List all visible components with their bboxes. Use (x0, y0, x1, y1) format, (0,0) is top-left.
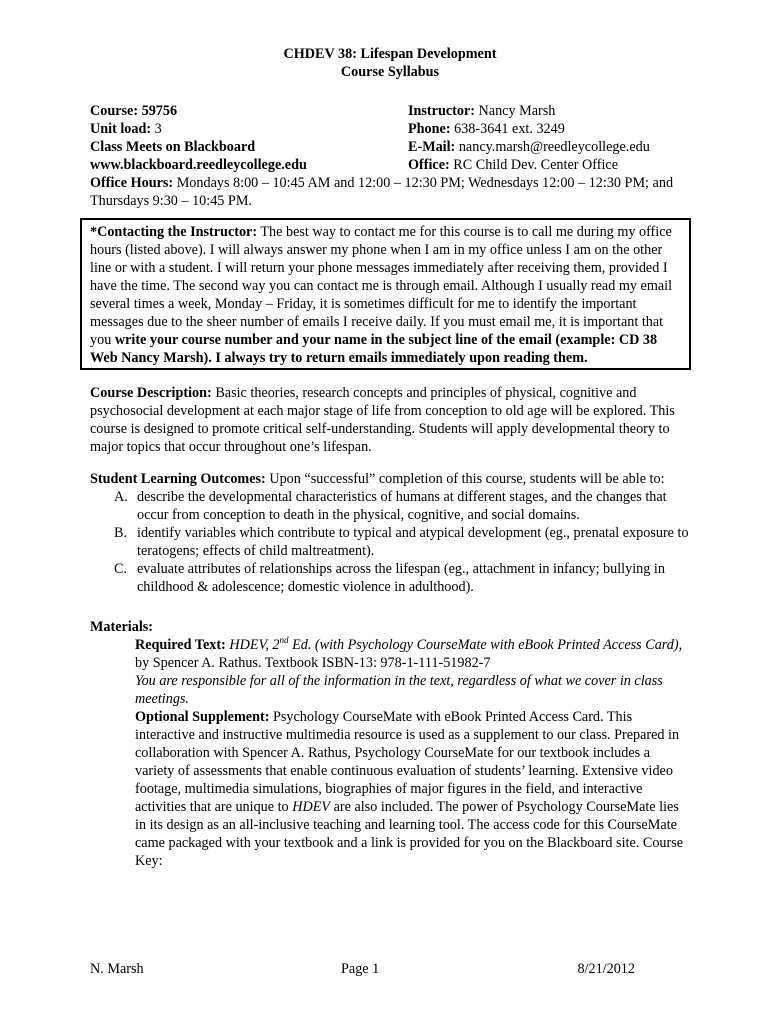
optional-supplement-label: Optional Supplement: (135, 709, 270, 725)
course-description (90, 384, 690, 456)
learning-outcomes-text: Upon “successful” completion of this course, students will be able to: (265, 471, 665, 487)
instructor-value: Nancy Marsh (474, 103, 556, 119)
outcome-letter: B. (114, 525, 128, 541)
optional-supplement (135, 708, 690, 870)
office-hours-value: Mondays 8:00 – 10:45 AM and 12:00 – 12:30 PM; Wednesdays 12:00 – 12:30 PM; and Thursdays 9:30 – 10:45 PM. (90, 175, 674, 209)
footer-page-number: Page 1 (341, 961, 380, 977)
footer-author: N. Marsh (90, 961, 144, 977)
required-text-sup: nd (279, 635, 289, 645)
optional-supplement-italic: HDEV (292, 799, 331, 815)
required-text (135, 636, 690, 672)
instructor (408, 102, 650, 120)
course-info (90, 102, 690, 174)
syllabus-page (90, 45, 690, 870)
required-text-note-text: You are responsible for all of the information in the text, regardless of what we cover in class meetings. (135, 673, 663, 707)
office-value: RC Child Dev. Center Office (449, 157, 618, 173)
unit-load (90, 120, 307, 138)
optional-supplement-text-b: are also included. The power of Psychology CourseMate lies in its design as an all-inclusive teaching and learning tool. The access code for this CourseMate came packaged with your textbook and a link is provided for you on the Blackboard site. Course Key: (135, 799, 684, 869)
email-value: nancy.marsh@reedleycollege.edu (455, 139, 650, 155)
course-info-right (408, 102, 650, 174)
course-website: www.blackboard.reedleycollege.edu (90, 157, 307, 173)
outcome-letter: C. (114, 561, 128, 577)
document-subtitle: Course Syllabus (340, 64, 440, 80)
unit-load-value: 3 (151, 121, 162, 137)
list-item (90, 560, 690, 596)
course-info-left (90, 102, 307, 174)
list-item (90, 488, 690, 524)
required-text-title-b: Ed. (with Psychology CourseMate with eBook Printed Access Card), (288, 637, 683, 653)
required-text-title-a: HDEV, 2 (225, 637, 280, 653)
contact-instructor-box (80, 218, 691, 370)
instructor-label: Instructor: (408, 103, 475, 119)
unit-load-label: Unit load: (90, 121, 152, 137)
outcome-letter: A. (114, 489, 128, 505)
contact-text: The best way to contact me for this course is to call me during my office hours (listed above). I will always answer my phone when I am in my office unless I am on the other line or with a student. I will return your phone messages immediately after receiving them, provided I have the time. The second way you can contact me is through email. Although I usually read my email several times a week, Monday – Friday, it is sometimes difficult for me to identify the important messages due to the sheer number of emails I receive daily. If you must email me, it is important that you (90, 224, 673, 348)
outcome-text: evaluate attributes of relationships across the lifespan (eg., attachment in infancy; bullying in childhood & adolescence; domestic violence in adulthood). (137, 561, 665, 595)
class-meets: Class Meets on Blackboard (90, 139, 256, 155)
materials-section (135, 636, 690, 870)
email-label: E-Mail: (408, 139, 456, 155)
learning-outcomes-label: Student Learning Outcomes: (90, 471, 266, 487)
course-description-label: Course Description: (90, 385, 212, 401)
course-description-text: Basic theories, research concepts and principles of physical, cognitive and psychosocial development at each major stage of life from conception to old age will be explored. This course is designed to promote critical self-understanding. Students will apply developmental theory to major topics that occur throughout one’s lifespan. (90, 385, 675, 455)
required-text-label: Required Text: (135, 637, 226, 653)
email (408, 138, 650, 156)
office (408, 156, 650, 174)
office-label: Office: (408, 157, 450, 173)
office-hours (90, 174, 690, 210)
required-text-note (135, 672, 690, 708)
optional-supplement-text-a: Psychology CourseMate with eBook Printed Access Card. This interactive and instructive multimedia resource is used as a supplement to our class. Prepared in collaboration with Spencer A. Rathus, Psychology CourseMate for our textbook includes a variety of assessments that enable continuous evaluation of students’ learning. Extensive video footage, multimedia simulations, biographies of major figures in the field, and interactive activities that are unique to (135, 709, 680, 815)
required-text-details: by Spencer A. Rathus. Textbook ISBN-13: 978-1-111-51982-7 (135, 655, 491, 671)
phone-label: Phone: (408, 121, 451, 137)
office-hours-label: Office Hours: (90, 175, 174, 191)
phone-value: 638-3641 ext. 3249 (450, 121, 565, 137)
page-footer (90, 960, 635, 980)
outcome-text: describe the developmental characteristics of humans at different stages, and the changes that occur from conception to death in the physical, cognitive, and social domains. (137, 489, 667, 523)
learning-outcomes-list (90, 488, 690, 596)
contact-label: *Contacting the Instructor: (90, 224, 258, 240)
footer-date: 8/21/2012 (577, 961, 635, 977)
list-item (90, 524, 690, 560)
learning-outcomes-intro (90, 470, 690, 488)
document-title: CHDEV 38: Lifespan Development (283, 46, 497, 62)
materials-heading: Materials: (90, 619, 154, 635)
contact-paragraph (90, 223, 681, 367)
course-number: Course: 59756 (90, 103, 178, 119)
outcome-text: identify variables which contribute to typical and atypical development (eg., prenatal exposure to teratogens; effects of child maltreatment). (137, 525, 689, 559)
contact-bold-text: write your course number and your name in the subject line of the email (example: CD 38 Web Nancy Marsh). I always try to return emails immediately upon reading them. (90, 332, 658, 366)
phone (408, 120, 650, 138)
